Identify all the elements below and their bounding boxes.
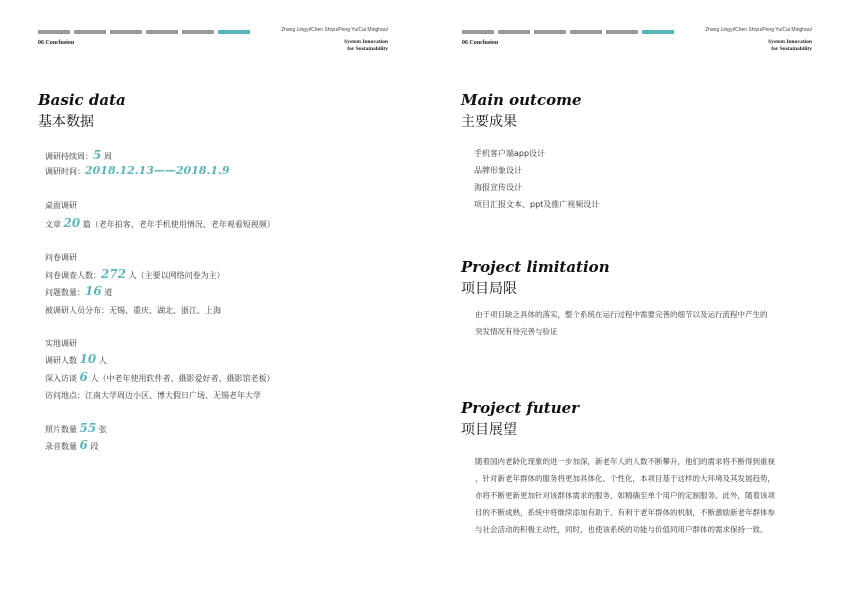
- future-line: ，针对新老年群体的服务将更加具体化、个性化，本项目基于这样的大环境及其发展趋势，: [475, 474, 775, 483]
- chapter-label: 06 Conclusion: [462, 40, 499, 46]
- time-label: 调研时间：: [45, 167, 85, 176]
- project-title: [344, 39, 388, 53]
- survey-question-value: 16: [85, 284, 102, 298]
- future-line: 随着国内老龄化现象的进一步加深，新老年人的人数不断攀升，他们的需求将不断得到重视: [475, 457, 775, 466]
- limitation-text: [475, 306, 793, 340]
- photo-prefix: 照片数量: [45, 425, 80, 434]
- outcome-title-en: Main outcome: [461, 91, 582, 109]
- survey-question-prefix: 问题数量：: [45, 288, 85, 297]
- progress-segment: [534, 30, 566, 34]
- survey-question-line: [45, 284, 112, 298]
- duration-value: 5: [93, 148, 102, 162]
- chapter-progress-bar: [462, 30, 674, 34]
- limitation-line: 由于项目缺乏具体的落实，整个系统在运行过程中需要完善的细节以及运行流程中产生的: [475, 310, 768, 319]
- survey-heading: 问卷调研: [45, 253, 77, 262]
- survey-distribution: 被调研人员分布：无锡、重庆、湖北、浙江、上海: [45, 306, 221, 315]
- project-title-line2: for Sustainability: [771, 46, 812, 52]
- desk-line: [45, 216, 275, 230]
- progress-segment: [74, 30, 106, 34]
- time-value: 2018.12.13——2018.1.9: [85, 164, 230, 177]
- progress-segment-active: [218, 30, 250, 34]
- field-interview-line: [45, 370, 274, 384]
- project-title-line1: System Innovation: [768, 39, 812, 45]
- field-location: 访问地点：江南大学周边小区、博大假日广场、无锡老年大学: [45, 391, 261, 400]
- future-title-cn: 项目展望: [461, 422, 517, 438]
- audio-line: [45, 438, 98, 452]
- desk-prefix: 文章: [45, 220, 64, 229]
- project-title-line1: System Innovation: [344, 39, 388, 45]
- survey-people-suffix: 人（主要以网络问卷为主）: [126, 271, 225, 280]
- field-people-suffix: 人: [96, 356, 107, 365]
- future-line: 目的不断成熟，系统中将继续添加有助于、有利于老年群体的机制，不断激励新老年群体参: [475, 508, 775, 517]
- duration-line: [45, 148, 112, 162]
- outcome-item: 品牌形象设计: [474, 166, 522, 175]
- outcome-item: 海报宣传设计: [474, 183, 522, 192]
- audio-value: 6: [79, 438, 88, 452]
- desk-heading: 桌面调研: [45, 201, 77, 210]
- audio-suffix: 段: [87, 442, 99, 451]
- survey-people-value: 272: [101, 267, 127, 281]
- survey-people-prefix: 问卷调查人数：: [45, 271, 101, 280]
- progress-segment: [606, 30, 638, 34]
- limitation-title-en: Project limitation: [461, 258, 610, 276]
- field-people-prefix: 调研人数: [45, 356, 80, 365]
- section-title-cn: 基本数据: [38, 114, 94, 130]
- outcome-item: 手机客户端app设计: [474, 149, 546, 158]
- desk-value: 20: [63, 216, 81, 230]
- survey-people-line: [45, 267, 225, 281]
- project-title-line2: for Sustainability: [347, 46, 388, 52]
- progress-segment: [570, 30, 602, 34]
- survey-question-suffix: 道: [101, 288, 113, 297]
- section-title-en: Basic data: [38, 91, 126, 109]
- duration-unit: 周: [101, 152, 112, 161]
- field-people-line: [45, 352, 107, 366]
- outcome-item: 项目汇报文本、ppt及推广视频设计: [474, 200, 600, 209]
- duration-label: 调研持续周：: [45, 152, 93, 161]
- progress-segment: [462, 30, 494, 34]
- progress-segment-active: [642, 30, 674, 34]
- future-line: 与社会活动的积极主动性，同时，也使该系统的功能与价值同用户群体的需求保持一致。: [475, 525, 768, 534]
- left-page: [0, 0, 424, 600]
- outcome-title-cn: 主要成果: [461, 114, 517, 130]
- future-text: [475, 453, 797, 538]
- field-interview-prefix: 深入访谈: [45, 374, 80, 383]
- progress-segment: [38, 30, 70, 34]
- field-heading: 实地调研: [45, 339, 77, 348]
- authors-line: Zhang Lingyi/Chen Shiyu/Peng Yu/Cai Minghao/: [705, 27, 812, 33]
- photo-value: 55: [79, 421, 97, 435]
- future-title-en: Project futuer: [461, 399, 580, 417]
- photo-suffix: 张: [96, 425, 107, 434]
- progress-segment: [146, 30, 178, 34]
- progress-segment: [110, 30, 142, 34]
- field-people-value: 10: [79, 352, 97, 366]
- future-line: 亦将不断更新更加针对该群体需求的服务，如精确至单个用户的定制服务。此外，随着该项: [475, 491, 775, 500]
- project-title: [768, 39, 812, 53]
- authors-line: Zhang Lingyi/Chen Shiyu/Peng Yu/Cai Minghao/: [281, 27, 388, 33]
- photo-line: [45, 421, 107, 435]
- field-interview-value: 6: [79, 370, 88, 384]
- progress-segment: [182, 30, 214, 34]
- desk-suffix: 篇（老年拍客、老年手机使用情况、老年观看短视频）: [80, 220, 275, 229]
- progress-segment: [498, 30, 530, 34]
- chapter-progress-bar: [38, 30, 250, 34]
- field-interview-suffix: 人（中老年使用软件者、摄影爱好者、摄影馆老板）: [87, 374, 275, 383]
- limitation-title-cn: 项目局限: [461, 281, 517, 297]
- audio-prefix: 录音数量: [45, 442, 80, 451]
- time-line: [45, 164, 229, 177]
- chapter-label: 06 Conclusion: [38, 40, 75, 46]
- limitation-line: 突发情况有待完善与验证: [475, 327, 558, 336]
